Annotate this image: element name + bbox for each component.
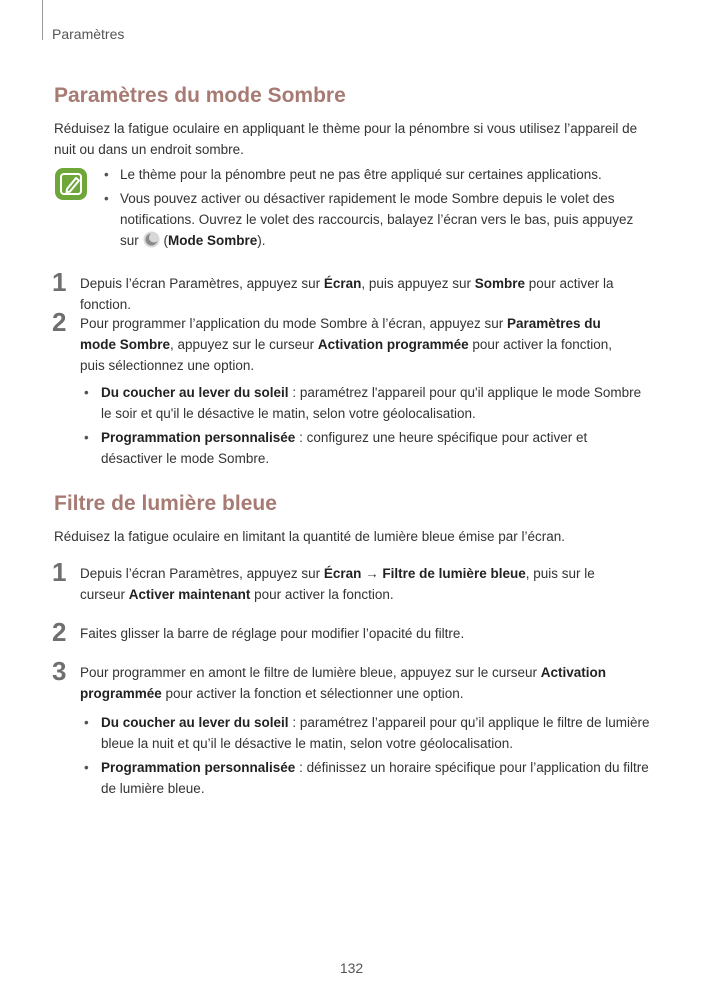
list-item: • Programmation personnalisée : définissez un horaire spécifique pour l’application du filtre de lumière bleue. [80, 757, 650, 799]
corner-rule [42, 0, 43, 40]
step-text: Depuis l’écran Paramètres, appuyez sur Écran, puis appuyez sur Sombre pour activer la fonction. [80, 276, 614, 312]
step-number: 1 [52, 557, 67, 587]
step-number: 3 [52, 656, 67, 686]
dark-mode-icon [143, 231, 160, 248]
section-intro-blue-light: Réduisez la fatigue oculaire en limitant la quantité de lumière bleue émise par l’écran. [54, 529, 566, 544]
list-item: • Du coucher au lever du soleil : paramétrez l’appareil pour qu’il applique le filtre de lumière bleue la nuit et qu’il le désactive le matin, selon votre géolocalisation. [80, 712, 650, 754]
note-list [100, 164, 645, 254]
step-text: Pour programmer en amont le filtre de lumière bleue, appuyez sur le curseur Activation programmée pour activer la fonction et sélectionner une option. [80, 665, 606, 701]
list-item: • Programmation personnalisée : configurez une heure spécifique pour activer et désactiver le mode Sombre. [80, 427, 650, 469]
note-pencil-icon [54, 167, 88, 201]
option-list [80, 712, 650, 802]
running-header: Paramètres [52, 26, 125, 42]
step-number: 2 [52, 617, 67, 647]
step-number: 2 [52, 307, 67, 337]
section-title-dark-mode: Paramètres du mode Sombre [54, 84, 346, 107]
step-text: Depuis l’écran Paramètres, appuyez sur Écran → Filtre de lumière bleue, puis sur le curseur Activer maintenant pour activer la fonction. [80, 566, 595, 602]
option-list [80, 382, 650, 472]
page-number: 132 [339, 960, 364, 976]
note-item: • Le thème pour la pénombre peut ne pas être appliqué sur certaines applications. [100, 164, 645, 185]
section-intro-dark-mode: Réduisez la fatigue oculaire en appliquant le thème pour la pénombre si vous utilisez l’appareil de nuit ou dans un endroit sombre. [54, 121, 638, 157]
step-number: 1 [52, 267, 67, 297]
note-item: • Vous pouvez activer ou désactiver rapidement le mode Sombre depuis le volet des notifications. Ouvrez le volet des raccourcis, balayez l’écran vers le bas, puis appuyez sur (Mode Sombre). [100, 188, 645, 251]
section-title-blue-light: Filtre de lumière bleue [54, 492, 277, 515]
step-text: Faites glisser la barre de réglage pour modifier l’opacité du filtre. [80, 626, 465, 641]
list-item: • Du coucher au lever du soleil : paramétrez l'appareil pour qu'il applique le mode Sombre le soir et qu'il le désactive le matin, selon votre géolocalisation. [80, 382, 650, 424]
step-text: Pour programmer l’application du mode Sombre à l’écran, appuyez sur Paramètres du mode Sombre, appuyez sur le curseur Activation programmée pour activer la fonction, puis sélectionnez une option. [80, 316, 612, 373]
